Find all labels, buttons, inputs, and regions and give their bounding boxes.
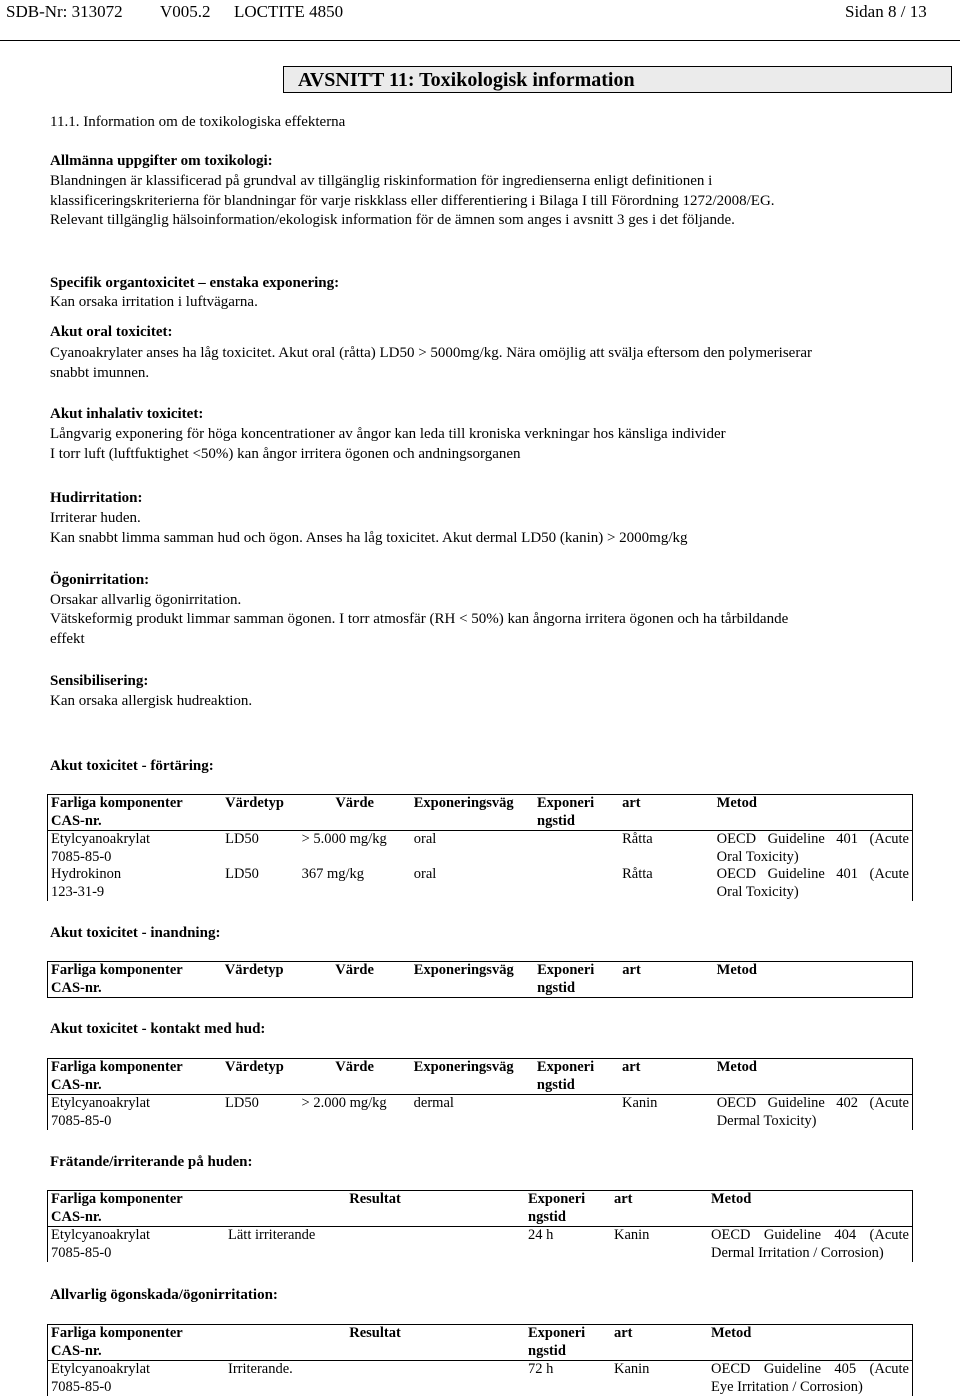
- cell-valtype: LD50: [222, 831, 299, 867]
- cell-route: oral: [411, 831, 534, 867]
- cell-value: 367 mg/kg: [301, 866, 365, 882]
- header-divider: [0, 40, 960, 41]
- cell-route: dermal: [411, 1095, 534, 1131]
- col-component: Farliga komponenter: [51, 1191, 183, 1207]
- general-heading: Allmänna uppgifter om toxikologi:: [50, 153, 273, 169]
- col-cas: CAS-nr.: [51, 1076, 102, 1093]
- table-title-dermal: Akut toxicitet - kontakt med hud:: [50, 1021, 266, 1037]
- subsection-title: 11.1. Information om de toxikologiska effekterna: [50, 114, 346, 130]
- oral-toxicity-table: [47, 794, 913, 901]
- table-header-row: [48, 795, 913, 831]
- col-valtype: Värdetyp: [222, 795, 299, 831]
- cell-valtype: LD50: [225, 866, 259, 882]
- cell-cas: 7085-85-0: [51, 1378, 112, 1395]
- general-line: Blandningen är klassificerad på grundval av tillgänglig riskinformation för ingredienserna enligt definitionen i: [50, 173, 713, 189]
- cell-component: Etylcyanoakrylat: [51, 831, 151, 847]
- col-valtype: Värdetyp: [222, 1059, 299, 1095]
- section-title: AVSNITT 11: Toxikologisk information: [283, 66, 952, 93]
- col-result: Resultat: [225, 1325, 525, 1361]
- sens-heading: Sensibilisering:: [50, 673, 149, 689]
- eye-irritation-table: [47, 1324, 913, 1396]
- table-row: [48, 1095, 913, 1131]
- oral-line: Cyanoakrylater anses ha låg toxicitet. Akut oral (råtta) LD50 > 5000mg/kg. Nära omöjlig att svälja eftersom den polymeriserar: [50, 345, 812, 361]
- col-component: Farliga komponenter: [51, 1325, 183, 1341]
- col-route: Exponeringsväg: [411, 962, 534, 998]
- skin-heading: Hudirritation:: [50, 490, 143, 506]
- cell-species: Kanin: [619, 1095, 714, 1131]
- table-header-row: [48, 1325, 913, 1361]
- general-line: klassificeringskriterierna för blandningar för varje riskklass eller differentiering i Bilaga I till Förordning 1272/2008/EG.: [50, 193, 775, 209]
- col-exposure: Exponeri: [528, 1191, 586, 1207]
- col-method: Metod: [714, 962, 913, 998]
- table-title-oral: Akut toxicitet - förtäring:: [50, 758, 214, 774]
- col-exposure: Exponeri: [537, 795, 595, 811]
- col-exposure-cont: ngstid: [537, 979, 576, 996]
- cell-method: OECD Guideline 402 (Acute: [716, 1095, 909, 1111]
- table-title-eye: Allvarlig ögonskada/ögonirritation:: [50, 1287, 278, 1303]
- eye-line: Vätskeformig produkt limmar samman ögonen. I torr atmosfär (RH < 50%) kan ångorna irritera ögonen och ha tårbildande: [50, 611, 789, 627]
- cell-method-cont: Dermal Irritation / Corrosion): [711, 1244, 884, 1261]
- cell-route: oral: [413, 866, 437, 882]
- col-method: Metod: [708, 1325, 913, 1361]
- table-row: [48, 1227, 913, 1263]
- table-title-inhalation: Akut toxicitet - inandning:: [50, 925, 221, 941]
- cell-value: > 5.000 mg/kg: [299, 831, 411, 867]
- col-valtype: Värdetyp: [222, 962, 299, 998]
- table-header-row: [48, 962, 913, 998]
- col-species: art: [619, 1059, 714, 1095]
- table-title-skin-corrosion: Frätande/irriterande på huden:: [50, 1154, 253, 1170]
- skin-line: Kan snabbt limma samman hud och ögon. Anses ha låg toxicitet. Akut dermal LD50 (kanin) > 2000mg/kg: [50, 530, 688, 546]
- col-species: art: [619, 962, 713, 998]
- cell-species: Råtta: [619, 831, 714, 867]
- cell-cas: 7085-85-0: [51, 848, 112, 865]
- col-exposure: Exponeri: [536, 1059, 595, 1075]
- col-cas: CAS-nr.: [51, 1342, 102, 1359]
- stot-heading: Specifik organtoxicitet – enstaka exponering:: [50, 275, 340, 291]
- cell-species: Kanin: [611, 1361, 708, 1397]
- cell-cas: 7085-85-0: [51, 1112, 112, 1129]
- inhalation-toxicity-table: [47, 961, 913, 998]
- cell-exposure: [534, 831, 619, 867]
- col-route: Exponeringsväg: [411, 1059, 534, 1095]
- oral-heading: Akut oral toxicitet:: [50, 324, 173, 340]
- cell-cas: 7085-85-0: [51, 1244, 112, 1261]
- table-row: [48, 866, 913, 901]
- col-exposure-cont: ngstid: [528, 1208, 566, 1225]
- cell-exposure: [534, 1095, 619, 1131]
- cell-method-cont: Oral Toxicity): [716, 848, 799, 865]
- cell-method-cont: Dermal Toxicity): [716, 1112, 817, 1129]
- header-product: LOCTITE 4850: [234, 2, 344, 21]
- col-exposure-cont: ngstid: [536, 1076, 575, 1093]
- table-header-row: [48, 1191, 913, 1227]
- cell-component: Hydrokinon: [51, 866, 122, 882]
- col-value: Värde: [299, 795, 411, 831]
- cell-method: OECD Guideline 401 (Acute: [716, 866, 909, 882]
- col-exposure-cont: ngstid: [537, 812, 575, 829]
- cell-component: Etylcyanoakrylat: [51, 1095, 151, 1111]
- col-method: Metod: [714, 795, 913, 831]
- cell-component: Etylcyanoakrylat: [51, 1361, 151, 1377]
- col-cas: CAS-nr.: [51, 1208, 102, 1225]
- inhal-line: I torr luft (luftfuktighet <50%) kan ångor irritera ögonen och andningsorganen: [50, 446, 521, 462]
- cell-method-cont: Oral Toxicity): [716, 883, 799, 900]
- cell-exposure: [534, 866, 619, 901]
- stot-text: Kan orsaka irritation i luftvägarna.: [50, 294, 258, 310]
- col-method: Metod: [708, 1191, 913, 1227]
- table-header-row: [48, 1059, 913, 1095]
- sens-text: Kan orsaka allergisk hudreaktion.: [50, 693, 253, 709]
- col-cas: CAS-nr.: [51, 812, 102, 829]
- col-species: art: [611, 1325, 708, 1361]
- col-exposure-cont: ngstid: [528, 1342, 566, 1359]
- cell-valtype: LD50: [222, 1095, 299, 1131]
- cell-species: Kanin: [611, 1227, 708, 1263]
- table-row: [48, 1361, 913, 1397]
- col-exposure: Exponeri: [528, 1325, 586, 1341]
- cell-exposure: 24 h: [525, 1227, 611, 1263]
- cell-component: Etylcyanoakrylat: [51, 1227, 151, 1243]
- inhal-line: Långvarig exponering för höga koncentrationer av ångor kan leda till kroniska verkningar hos känsliga individer: [50, 426, 726, 442]
- general-line: Relevant tillgänglig hälsoinformation/ekologisk information för de ämnen som anges i avsnitt 3 ges i det följande.: [50, 212, 735, 228]
- col-exposure: Exponeri: [537, 962, 595, 978]
- col-component: Farliga komponenter: [51, 795, 183, 811]
- dermal-toxicity-table: [47, 1058, 913, 1130]
- cell-result: Irriterande.: [225, 1361, 525, 1397]
- col-component: Farliga komponenter: [51, 962, 183, 978]
- oral-line: snabbt imunnen.: [50, 365, 150, 381]
- col-cas: CAS-nr.: [51, 979, 102, 996]
- col-component: Farliga komponenter: [51, 1059, 183, 1075]
- cell-result: Lätt irriterande: [225, 1227, 525, 1263]
- table-row: [48, 831, 913, 867]
- eye-heading: Ögonirritation:: [50, 572, 150, 588]
- col-method: Metod: [714, 1059, 913, 1095]
- col-value: Värde: [299, 1059, 411, 1095]
- inhal-heading: Akut inhalativ toxicitet:: [50, 406, 204, 422]
- skin-line: Irriterar huden.: [50, 510, 141, 526]
- cell-method: OECD Guideline 401 (Acute: [716, 831, 909, 847]
- cell-method-cont: Eye Irritation / Corrosion): [711, 1378, 863, 1395]
- cell-species: Råtta: [622, 866, 653, 882]
- cell-exposure: 72 h: [525, 1361, 611, 1397]
- header-version: V005.2: [160, 2, 211, 21]
- cell-cas: 123-31-9: [51, 883, 105, 900]
- cell-value: > 2.000 mg/kg: [299, 1095, 411, 1131]
- col-value: Värde: [298, 962, 410, 998]
- header-page-number: Sidan 8 / 13: [845, 2, 927, 21]
- header-sdb-number: SDB-Nr: 313072: [6, 2, 123, 21]
- col-species: art: [619, 795, 714, 831]
- col-result: Resultat: [225, 1191, 525, 1227]
- cell-method: OECD Guideline 405 (Acute: [711, 1361, 909, 1377]
- eye-line: effekt: [50, 631, 85, 647]
- col-route: Exponeringsväg: [411, 795, 534, 831]
- col-species: art: [611, 1191, 708, 1227]
- cell-method: OECD Guideline 404 (Acute: [711, 1227, 909, 1243]
- eye-line: Orsakar allvarlig ögonirritation.: [50, 592, 242, 608]
- skin-corrosion-table: [47, 1190, 913, 1262]
